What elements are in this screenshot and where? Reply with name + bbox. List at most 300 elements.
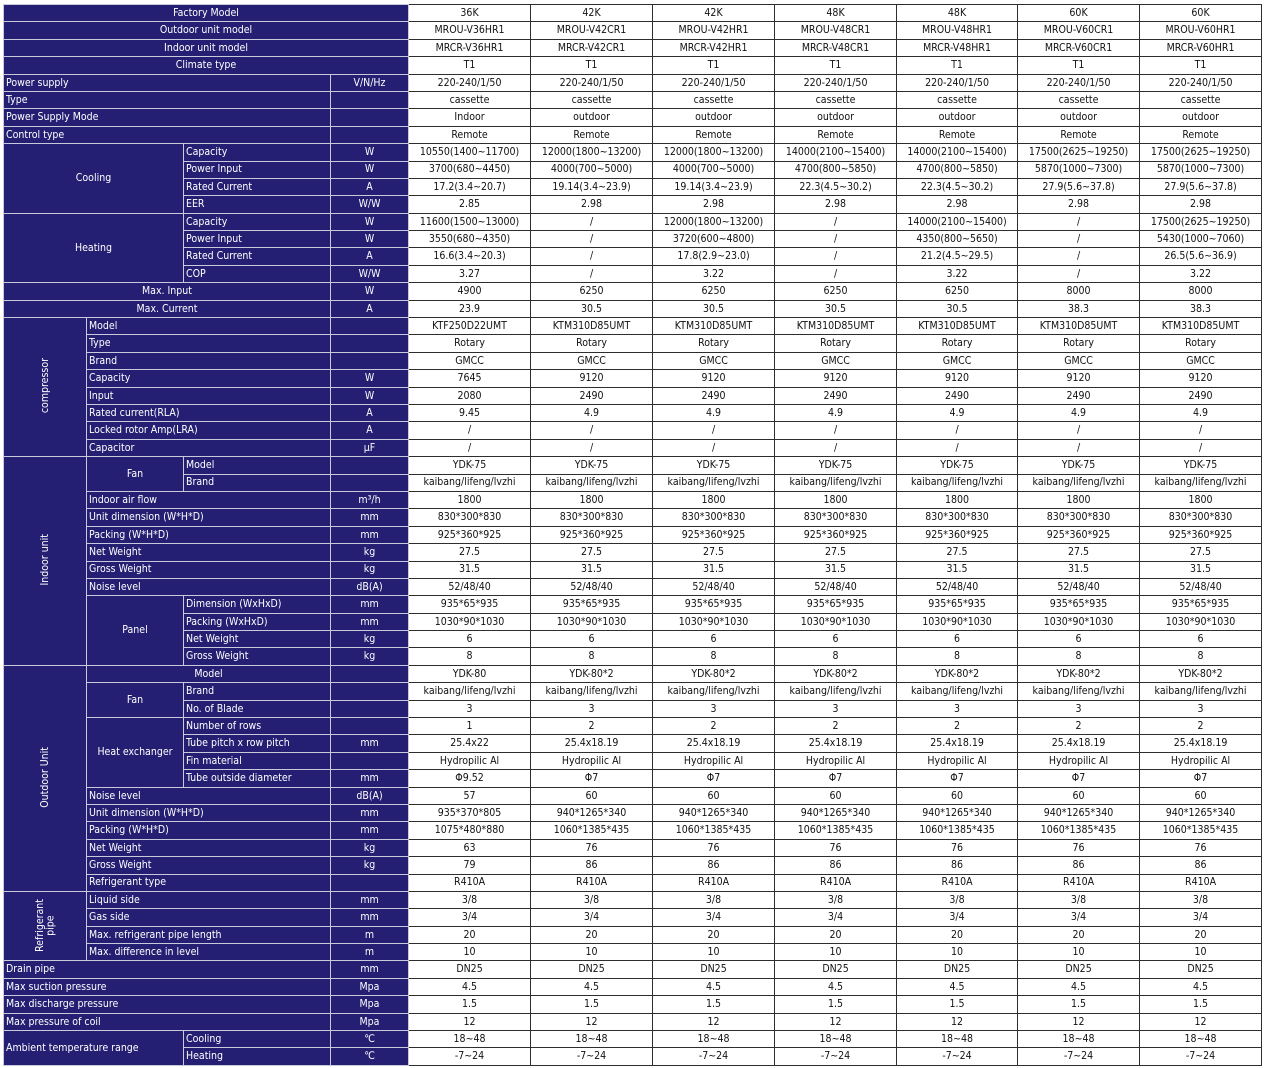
value-cell: 9120 bbox=[653, 370, 775, 387]
spec-row bbox=[4, 300, 1262, 317]
value-cell: 1.5 bbox=[653, 996, 775, 1013]
value-cell: 17500(2625~19250) bbox=[1140, 213, 1262, 230]
value-cell: KTM310D85UMT bbox=[775, 318, 897, 335]
value-cell: 935*65*935 bbox=[531, 596, 653, 613]
value-cell: 3 bbox=[653, 700, 775, 717]
value-cell: 60K bbox=[1140, 5, 1262, 22]
value-cell: 2 bbox=[653, 718, 775, 735]
value-cell: 76 bbox=[897, 839, 1018, 856]
value-cell: 2 bbox=[531, 718, 653, 735]
value-cell: 1.5 bbox=[1018, 996, 1140, 1013]
value-cell: 940*1265*340 bbox=[531, 804, 653, 821]
row-label: Packing (W*H*D) bbox=[87, 822, 331, 839]
spec-row bbox=[4, 126, 1262, 143]
unit-cell: mm bbox=[331, 770, 409, 787]
value-cell: 5870(1000~7300) bbox=[1018, 161, 1140, 178]
value-cell: 86 bbox=[1140, 857, 1262, 874]
row-label: COP bbox=[184, 265, 331, 282]
value-cell: / bbox=[1018, 231, 1140, 248]
value-cell: 18~48 bbox=[653, 1031, 775, 1048]
value-cell: 4.9 bbox=[1140, 404, 1262, 421]
spec-row bbox=[4, 39, 1262, 56]
value-cell: 10 bbox=[531, 944, 653, 961]
value-cell: R410A bbox=[409, 874, 531, 891]
value-cell: 935*65*935 bbox=[409, 596, 531, 613]
unit-cell: mm bbox=[331, 822, 409, 839]
value-cell: R410A bbox=[1018, 874, 1140, 891]
value-cell: 3700(680~4450) bbox=[409, 161, 531, 178]
unit-cell: dB(A) bbox=[331, 787, 409, 804]
value-cell: 220-240/1/50 bbox=[897, 74, 1018, 91]
value-cell: / bbox=[1018, 248, 1140, 265]
value-cell: 220-240/1/50 bbox=[1018, 74, 1140, 91]
value-cell: 2.98 bbox=[1018, 196, 1140, 213]
value-cell: / bbox=[775, 439, 897, 456]
value-cell: / bbox=[531, 248, 653, 265]
value-cell: 27.5 bbox=[775, 544, 897, 561]
value-cell: 17.8(2.9~23.0) bbox=[653, 248, 775, 265]
value-cell: Remote bbox=[1018, 126, 1140, 143]
value-cell: YDK-75 bbox=[1018, 457, 1140, 474]
group-label-text: Indoor unit bbox=[38, 533, 51, 586]
value-cell: 2.85 bbox=[409, 196, 531, 213]
spec-row bbox=[4, 404, 1262, 421]
value-cell: 18~48 bbox=[531, 1031, 653, 1048]
row-label: Unit dimension (W*H*D) bbox=[87, 509, 331, 526]
value-cell: / bbox=[531, 265, 653, 282]
value-cell: / bbox=[1140, 422, 1262, 439]
value-cell: 830*300*830 bbox=[1140, 509, 1262, 526]
value-cell: 6 bbox=[1018, 631, 1140, 648]
value-cell: 17.2(3.4~20.7) bbox=[409, 178, 531, 195]
value-cell: 4.5 bbox=[1140, 978, 1262, 995]
value-cell: 12000(1800~13200) bbox=[653, 213, 775, 230]
value-cell: / bbox=[653, 439, 775, 456]
row-label: Max. Input bbox=[4, 283, 331, 300]
value-cell: 4.5 bbox=[775, 978, 897, 995]
unit-cell bbox=[331, 352, 409, 369]
value-cell: 17500(2625~19250) bbox=[1018, 144, 1140, 161]
value-cell: 1.5 bbox=[1140, 996, 1262, 1013]
value-cell: 3/8 bbox=[897, 891, 1018, 908]
value-cell: outdoor bbox=[775, 109, 897, 126]
value-cell: 60K bbox=[1018, 5, 1140, 22]
spec-table-body bbox=[4, 5, 1262, 1066]
value-cell: / bbox=[531, 213, 653, 230]
value-cell: / bbox=[409, 439, 531, 456]
value-cell: 2490 bbox=[775, 387, 897, 404]
value-cell: cassette bbox=[897, 91, 1018, 108]
value-cell: Hydropilic Al bbox=[531, 752, 653, 769]
spec-row bbox=[4, 578, 1262, 595]
value-cell: Φ7 bbox=[653, 770, 775, 787]
value-cell: 12 bbox=[531, 1013, 653, 1030]
value-cell: -7~24 bbox=[409, 1048, 531, 1066]
value-cell: 935*65*935 bbox=[897, 596, 1018, 613]
value-cell: DN25 bbox=[409, 961, 531, 978]
spec-row bbox=[4, 596, 1262, 613]
value-cell: 830*300*830 bbox=[409, 509, 531, 526]
unit-cell: W/W bbox=[331, 265, 409, 282]
value-cell: 86 bbox=[653, 857, 775, 874]
value-cell: 830*300*830 bbox=[775, 509, 897, 526]
value-cell: / bbox=[1018, 439, 1140, 456]
value-cell: Rotary bbox=[1140, 335, 1262, 352]
value-cell: 10 bbox=[1018, 944, 1140, 961]
value-cell: 1.5 bbox=[775, 996, 897, 1013]
value-cell: 8 bbox=[1018, 648, 1140, 665]
spec-row bbox=[4, 231, 1262, 248]
value-cell: 830*300*830 bbox=[1018, 509, 1140, 526]
spec-row bbox=[4, 944, 1262, 961]
spec-row bbox=[4, 22, 1262, 39]
value-cell: 26.5(5.6~36.9) bbox=[1140, 248, 1262, 265]
row-label: Fin material bbox=[184, 752, 331, 769]
row-label: Max discharge pressure bbox=[4, 996, 331, 1013]
row-label: Net Weight bbox=[87, 839, 331, 856]
value-cell: 3 bbox=[775, 700, 897, 717]
value-cell: 3 bbox=[1018, 700, 1140, 717]
value-cell: 925*360*925 bbox=[1140, 526, 1262, 543]
value-cell: 17500(2625~19250) bbox=[1140, 144, 1262, 161]
value-cell: 2 bbox=[1140, 718, 1262, 735]
value-cell: 3 bbox=[1140, 700, 1262, 717]
value-cell: 27.5 bbox=[409, 544, 531, 561]
value-cell: Rotary bbox=[531, 335, 653, 352]
value-cell: 1060*1385*435 bbox=[1018, 822, 1140, 839]
row-label: Tube pitch x row pitch bbox=[184, 735, 331, 752]
value-cell: GMCC bbox=[775, 352, 897, 369]
value-cell: Φ7 bbox=[1140, 770, 1262, 787]
row-label: Capacity bbox=[184, 144, 331, 161]
value-cell: 4.9 bbox=[775, 404, 897, 421]
value-cell: 220-240/1/50 bbox=[409, 74, 531, 91]
value-cell: 220-240/1/50 bbox=[1140, 74, 1262, 91]
spec-row bbox=[4, 57, 1262, 74]
row-label: Indoor air flow bbox=[87, 491, 331, 508]
value-cell: Remote bbox=[531, 126, 653, 143]
value-cell: kaibang/lifeng/lvzhi bbox=[653, 683, 775, 700]
value-cell: outdoor bbox=[1140, 109, 1262, 126]
spec-row bbox=[4, 613, 1262, 630]
value-cell: 38.3 bbox=[1140, 300, 1262, 317]
value-cell: YDK-75 bbox=[775, 457, 897, 474]
value-cell: Rotary bbox=[775, 335, 897, 352]
value-cell: 4350(800~5650) bbox=[897, 231, 1018, 248]
value-cell: 9120 bbox=[897, 370, 1018, 387]
unit-cell: W bbox=[331, 370, 409, 387]
value-cell: Remote bbox=[775, 126, 897, 143]
value-cell: Φ7 bbox=[775, 770, 897, 787]
value-cell: 52/48/40 bbox=[531, 578, 653, 595]
value-cell: Remote bbox=[653, 126, 775, 143]
value-cell: 20 bbox=[775, 926, 897, 943]
spec-row bbox=[4, 491, 1262, 508]
spec-row bbox=[4, 335, 1262, 352]
value-cell: 52/48/40 bbox=[897, 578, 1018, 595]
value-cell: Indoor bbox=[409, 109, 531, 126]
value-cell: 6250 bbox=[775, 283, 897, 300]
value-cell: R410A bbox=[531, 874, 653, 891]
value-cell: 10550(1400~11700) bbox=[409, 144, 531, 161]
value-cell: 31.5 bbox=[409, 561, 531, 578]
unit-cell: mm bbox=[331, 961, 409, 978]
row-label: EER bbox=[184, 196, 331, 213]
value-cell: Rotary bbox=[653, 335, 775, 352]
value-cell: 8 bbox=[1140, 648, 1262, 665]
value-cell: 20 bbox=[1140, 926, 1262, 943]
value-cell: 4700(800~5850) bbox=[897, 161, 1018, 178]
value-cell: 76 bbox=[1140, 839, 1262, 856]
value-cell: 25.4x18.19 bbox=[653, 735, 775, 752]
value-cell: DN25 bbox=[775, 961, 897, 978]
unit-cell bbox=[331, 335, 409, 352]
value-cell: 86 bbox=[1018, 857, 1140, 874]
row-label: Net Weight bbox=[87, 544, 331, 561]
value-cell: 2490 bbox=[653, 387, 775, 404]
unit-cell bbox=[331, 752, 409, 769]
value-cell: 25.4x18.19 bbox=[1018, 735, 1140, 752]
value-cell: / bbox=[1018, 213, 1140, 230]
value-cell: 4.5 bbox=[897, 978, 1018, 995]
value-cell: 25.4x18.19 bbox=[775, 735, 897, 752]
value-cell: 10 bbox=[775, 944, 897, 961]
value-cell: YDK-75 bbox=[653, 457, 775, 474]
value-cell: 935*65*935 bbox=[653, 596, 775, 613]
value-cell: 86 bbox=[531, 857, 653, 874]
value-cell: 2.98 bbox=[775, 196, 897, 213]
value-cell: 2 bbox=[775, 718, 897, 735]
value-cell: 63 bbox=[409, 839, 531, 856]
spec-row bbox=[4, 457, 1262, 474]
value-cell: MRCR-V36HR1 bbox=[409, 39, 531, 56]
value-cell: R410A bbox=[775, 874, 897, 891]
group-label-text: pipe bbox=[44, 914, 56, 936]
value-cell: / bbox=[1018, 422, 1140, 439]
value-cell: 2.98 bbox=[653, 196, 775, 213]
spec-row bbox=[4, 787, 1262, 804]
value-cell: 31.5 bbox=[531, 561, 653, 578]
unit-cell bbox=[331, 683, 409, 700]
unit-cell: mm bbox=[331, 596, 409, 613]
spec-row bbox=[4, 1031, 1262, 1048]
value-cell: 25.4x18.19 bbox=[531, 735, 653, 752]
spec-row bbox=[4, 561, 1262, 578]
value-cell: 940*1265*340 bbox=[1140, 804, 1262, 821]
value-cell: kaibang/lifeng/lvzhi bbox=[775, 474, 897, 491]
value-cell: 935*65*935 bbox=[775, 596, 897, 613]
value-cell: 1075*480*880 bbox=[409, 822, 531, 839]
value-cell: 25.4x22 bbox=[409, 735, 531, 752]
unit-cell: Mpa bbox=[331, 978, 409, 995]
value-cell: kaibang/lifeng/lvzhi bbox=[1018, 683, 1140, 700]
value-cell: YDK-75 bbox=[531, 457, 653, 474]
value-cell: 11600(1500~13000) bbox=[409, 213, 531, 230]
value-cell: kaibang/lifeng/lvzhi bbox=[1018, 474, 1140, 491]
value-cell: Hydropilic Al bbox=[653, 752, 775, 769]
spec-row bbox=[4, 91, 1262, 108]
value-cell: GMCC bbox=[897, 352, 1018, 369]
value-cell: 18~48 bbox=[897, 1031, 1018, 1048]
row-label: Net Weight bbox=[184, 631, 331, 648]
value-cell: 21.2(4.5~29.5) bbox=[897, 248, 1018, 265]
value-cell: 925*360*925 bbox=[409, 526, 531, 543]
value-cell: 27.5 bbox=[1140, 544, 1262, 561]
row-label: Capacity bbox=[184, 213, 331, 230]
value-cell: KTM310D85UMT bbox=[653, 318, 775, 335]
value-cell: 3/4 bbox=[1140, 909, 1262, 926]
value-cell: 60 bbox=[897, 787, 1018, 804]
value-cell: T1 bbox=[531, 57, 653, 74]
value-cell: 935*65*935 bbox=[1140, 596, 1262, 613]
value-cell: outdoor bbox=[897, 109, 1018, 126]
row-label: Locked rotor Amp(LRA) bbox=[87, 422, 331, 439]
value-cell: 4000(700~5000) bbox=[653, 161, 775, 178]
value-cell: / bbox=[775, 265, 897, 282]
value-cell: 12000(1800~13200) bbox=[531, 144, 653, 161]
value-cell: MRCR-V48CR1 bbox=[775, 39, 897, 56]
value-cell: 8 bbox=[409, 648, 531, 665]
unit-cell bbox=[331, 91, 409, 108]
row-label: Rated Current bbox=[184, 248, 331, 265]
value-cell: Remote bbox=[1140, 126, 1262, 143]
value-cell: YDK-80*2 bbox=[531, 665, 653, 682]
unit-cell bbox=[331, 665, 409, 682]
value-cell: 16.6(3.4~20.3) bbox=[409, 248, 531, 265]
spec-row bbox=[4, 735, 1262, 752]
row-label: Drain pipe bbox=[4, 961, 331, 978]
spec-row bbox=[4, 544, 1262, 561]
value-cell: Rotary bbox=[897, 335, 1018, 352]
unit-cell: mm bbox=[331, 509, 409, 526]
value-cell: MROU-V42CR1 bbox=[531, 22, 653, 39]
group-label-text: Outdoor Unit bbox=[38, 746, 51, 808]
value-cell: GMCC bbox=[409, 352, 531, 369]
row-label: Rated current(RLA) bbox=[87, 404, 331, 421]
unit-cell bbox=[331, 109, 409, 126]
spec-row bbox=[4, 248, 1262, 265]
value-cell: 79 bbox=[409, 857, 531, 874]
value-cell: T1 bbox=[653, 57, 775, 74]
value-cell: 2080 bbox=[409, 387, 531, 404]
value-cell: kaibang/lifeng/lvzhi bbox=[531, 474, 653, 491]
row-label: Brand bbox=[184, 683, 331, 700]
value-cell: 86 bbox=[775, 857, 897, 874]
value-cell: Remote bbox=[897, 126, 1018, 143]
value-cell: / bbox=[409, 422, 531, 439]
value-cell: 14000(2100~15400) bbox=[897, 213, 1018, 230]
cooling-group-label: Cooling bbox=[4, 144, 184, 214]
value-cell: 4.5 bbox=[1018, 978, 1140, 995]
value-cell: 20 bbox=[409, 926, 531, 943]
value-cell: kaibang/lifeng/lvzhi bbox=[409, 683, 531, 700]
value-cell: 1060*1385*435 bbox=[897, 822, 1018, 839]
value-cell: 9.45 bbox=[409, 404, 531, 421]
value-cell: YDK-75 bbox=[897, 457, 1018, 474]
value-cell: 925*360*925 bbox=[1018, 526, 1140, 543]
value-cell: 1.5 bbox=[897, 996, 1018, 1013]
value-cell: 60 bbox=[1140, 787, 1262, 804]
value-cell: Rotary bbox=[409, 335, 531, 352]
group-label-text: Refrigerant bbox=[33, 898, 46, 952]
value-cell: kaibang/lifeng/lvzhi bbox=[409, 474, 531, 491]
value-cell: -7~24 bbox=[653, 1048, 775, 1066]
value-cell: 60 bbox=[775, 787, 897, 804]
value-cell: 6 bbox=[1140, 631, 1262, 648]
value-cell: 2.98 bbox=[897, 196, 1018, 213]
value-cell: 22.3(4.5~30.2) bbox=[897, 178, 1018, 195]
row-label: Refrigerant type bbox=[87, 874, 331, 891]
value-cell: GMCC bbox=[1018, 352, 1140, 369]
value-cell: 30.5 bbox=[775, 300, 897, 317]
spec-row bbox=[4, 196, 1262, 213]
value-cell: 3/8 bbox=[531, 891, 653, 908]
unit-cell: kg bbox=[331, 857, 409, 874]
value-cell: 3 bbox=[409, 700, 531, 717]
value-cell: R410A bbox=[897, 874, 1018, 891]
value-cell: outdoor bbox=[531, 109, 653, 126]
row-label: Model bbox=[87, 665, 331, 682]
outdoor-group-label bbox=[4, 665, 87, 891]
value-cell: 27.5 bbox=[897, 544, 1018, 561]
value-cell: 27.9(5.6~37.8) bbox=[1140, 178, 1262, 195]
value-cell: 12000(1800~13200) bbox=[653, 144, 775, 161]
value-cell: 18~48 bbox=[1140, 1031, 1262, 1048]
value-cell: 30.5 bbox=[897, 300, 1018, 317]
row-label: Noise level bbox=[87, 578, 331, 595]
value-cell: 1800 bbox=[1018, 491, 1140, 508]
spec-row bbox=[4, 665, 1262, 682]
unit-cell bbox=[331, 700, 409, 717]
outdoor-fan-label: Fan bbox=[87, 683, 184, 718]
value-cell: -7~24 bbox=[775, 1048, 897, 1066]
value-cell: 2490 bbox=[531, 387, 653, 404]
value-cell: 6 bbox=[653, 631, 775, 648]
value-cell: 6250 bbox=[897, 283, 1018, 300]
value-cell: 18~48 bbox=[409, 1031, 531, 1048]
value-cell: 2490 bbox=[897, 387, 1018, 404]
value-cell: DN25 bbox=[1140, 961, 1262, 978]
value-cell: T1 bbox=[409, 57, 531, 74]
value-cell: 76 bbox=[1018, 839, 1140, 856]
value-cell: cassette bbox=[775, 91, 897, 108]
unit-cell: W bbox=[331, 283, 409, 300]
value-cell: 31.5 bbox=[897, 561, 1018, 578]
value-cell: 18~48 bbox=[775, 1031, 897, 1048]
unit-cell: mm bbox=[331, 891, 409, 908]
value-cell: 12 bbox=[775, 1013, 897, 1030]
value-cell: / bbox=[531, 231, 653, 248]
unit-cell: kg bbox=[331, 544, 409, 561]
value-cell: 31.5 bbox=[775, 561, 897, 578]
value-cell: 3.22 bbox=[1140, 265, 1262, 282]
value-cell: 4900 bbox=[409, 283, 531, 300]
spec-row bbox=[4, 683, 1262, 700]
value-cell: 4.9 bbox=[1018, 404, 1140, 421]
spec-row bbox=[4, 474, 1262, 491]
value-cell: YDK-80*2 bbox=[775, 665, 897, 682]
value-cell: kaibang/lifeng/lvzhi bbox=[1140, 474, 1262, 491]
value-cell: DN25 bbox=[1018, 961, 1140, 978]
value-cell: 76 bbox=[653, 839, 775, 856]
value-cell: / bbox=[1140, 439, 1262, 456]
unit-cell: W bbox=[331, 387, 409, 404]
value-cell: 830*300*830 bbox=[653, 509, 775, 526]
spec-row bbox=[4, 631, 1262, 648]
value-cell: 20 bbox=[653, 926, 775, 943]
unit-cell: A bbox=[331, 422, 409, 439]
row-label: Dimension (WxHxD) bbox=[184, 596, 331, 613]
